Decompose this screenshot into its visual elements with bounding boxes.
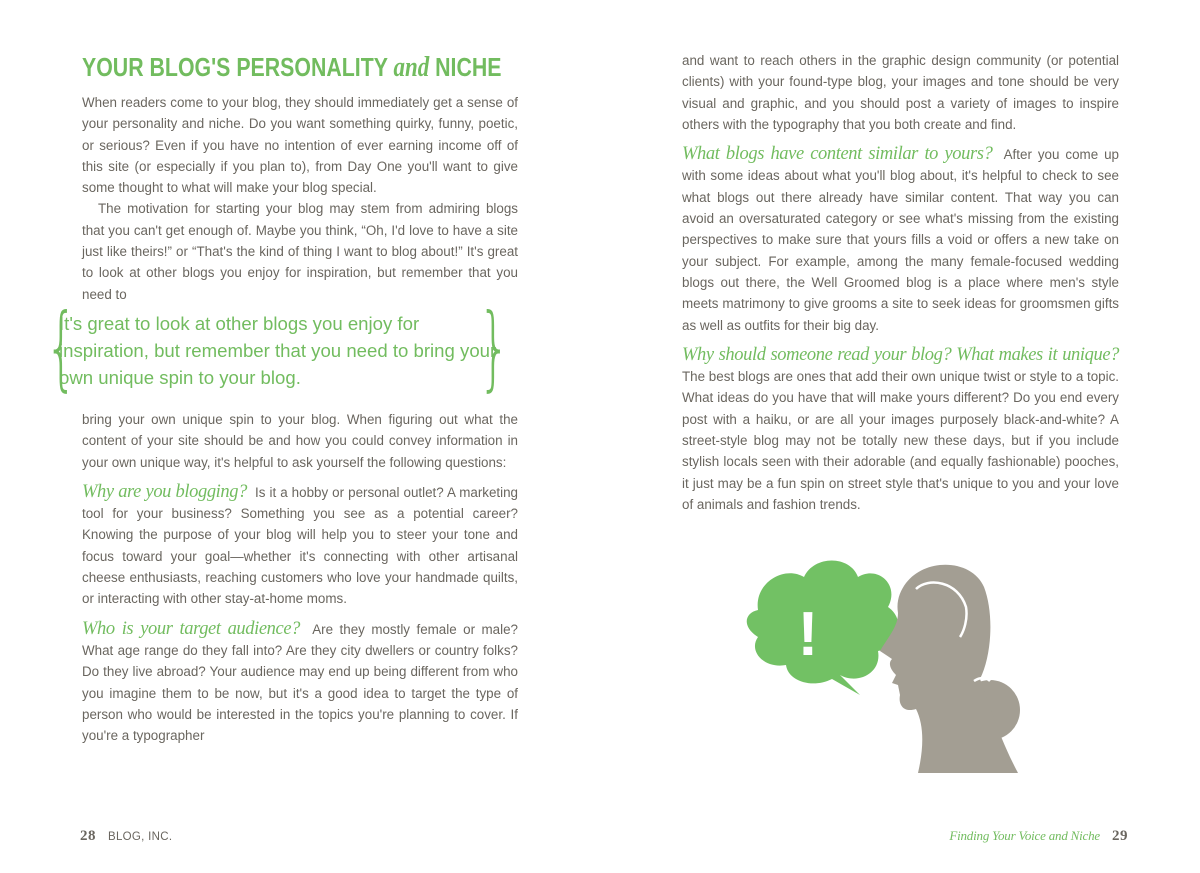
question-why-blogging (82, 482, 518, 610)
question-heading: What blogs have content similar to yours? (682, 144, 993, 165)
right-column (682, 50, 1119, 515)
question-heading: Why should someone read your blog? What makes it unique? (682, 344, 1119, 365)
illustration (728, 555, 1028, 775)
pull-quote-text: It's great to look at other blogs you enjoy for inspiration, but remember that you need to bring your own unique spin to your blog. (59, 313, 497, 388)
question-body: Are they mostly female or male? What age range do they fall into? Are they city dwellers or country folks? Do they live abroad? Your audience may end up being different from who you imagine them to be now, but it's a good idea to target the type of person who would be interested in the topics you're planning to cover. If you're a typographer (82, 621, 518, 744)
question-body: After you come up with some ideas about what you'll blog about, it's helpful to check to see what blogs out there already have similar content. That way you can avoid an oversaturated category or see what's missing from the existing perspectives to make sure that yours fills a void or offers a new take on your subject. For example, among the many female-focused wedding blogs out there, the Well Groomed blog is a place where men's style meets matrimony to give grooms a site to seek ideas for groomsmen gifts as well as outfits for their big day. (682, 147, 1119, 333)
question-heading: Why are you blogging? (82, 481, 247, 502)
woman-profile-icon (880, 565, 1020, 773)
paragraph-motivation: The motivation for starting your blog may stem from admiring blogs that you can't get enough of. Maybe you think, “Oh, I'd love to have a site just like theirs!” or “That's the kind of thing I want to blog about!” It's great to look at other blogs you enjoy for inspiration, but remember that you need to (82, 201, 518, 302)
exclamation-mark: ! (797, 600, 819, 669)
running-head: Finding Your Voice and Niche (949, 828, 1100, 843)
title-part2: NICHE (435, 52, 502, 82)
question-body: Is it a hobby or personal outlet? A marketing tool for your business? Something you see as a potential career? Knowing the purpose of your blog will help you to steer your tone and focus toward your goal—whether it's connecting with other artisanal cheese enthusiasts, reaching customers who love your handmade quilts, or interacting with other stay-at-home moms. (82, 484, 519, 607)
question-heading: Who is your target audience? (82, 618, 300, 639)
left-column-bottom (82, 409, 518, 746)
left-brace-icon: { (45, 294, 78, 401)
right-page (600, 0, 1200, 873)
paragraph-intro: When readers come to your blog, they should immediately get a sense of your personality and niche. Do you want something quirky, funny, poetic, or serious? Even if you have no intention of ever earning income off of this site (or especially if you plan to), from Day One you'll want to give some thought to what will make your blog special. (82, 95, 518, 196)
left-column-top (82, 92, 518, 305)
running-head: BLOG, INC. (108, 831, 173, 843)
page-title (82, 52, 502, 84)
page-number: 28 (80, 828, 96, 844)
question-body: The best blogs are ones that add their own unique twist or style to a topic. What ideas do you have that will make yours different? Do you end every post with a haiku, or are all your images purposely black-and-white? A street-style blog may not be totally new these days, but if you include stylish locals seen with their adorable (and equally fashionable) pooches, it just may be a fun spin on street style that's unique to you and your love of animals and fashion trends. (682, 369, 1119, 512)
question-target-audience (82, 619, 518, 747)
illustration-svg (728, 555, 1028, 775)
title-and: and (393, 52, 430, 83)
speech-bubble-icon (747, 561, 899, 696)
page-number: 29 (1112, 828, 1128, 844)
right-brace-icon: } (478, 294, 511, 401)
paragraph-continued: and want to reach others in the graphic design community (or potential clients) with your found-type blog, your images and tone should be very visual and graphic, and you should post a variety of images to inspire others with the typography that you both create and find. (682, 53, 1119, 132)
paragraph-questions-intro: bring your own unique spin to your blog. When figuring out what the content of your site should be and how you could convey information in your own unique way, it's helpful to ask yourself the following questions: (82, 412, 518, 470)
question-similar-blogs (682, 144, 1119, 336)
title-part1: YOUR BLOG'S PERSONALITY (82, 52, 388, 82)
folio-right (949, 828, 1128, 845)
pull-quote (40, 294, 516, 401)
question-unique (682, 345, 1119, 515)
folio-left (80, 828, 172, 845)
